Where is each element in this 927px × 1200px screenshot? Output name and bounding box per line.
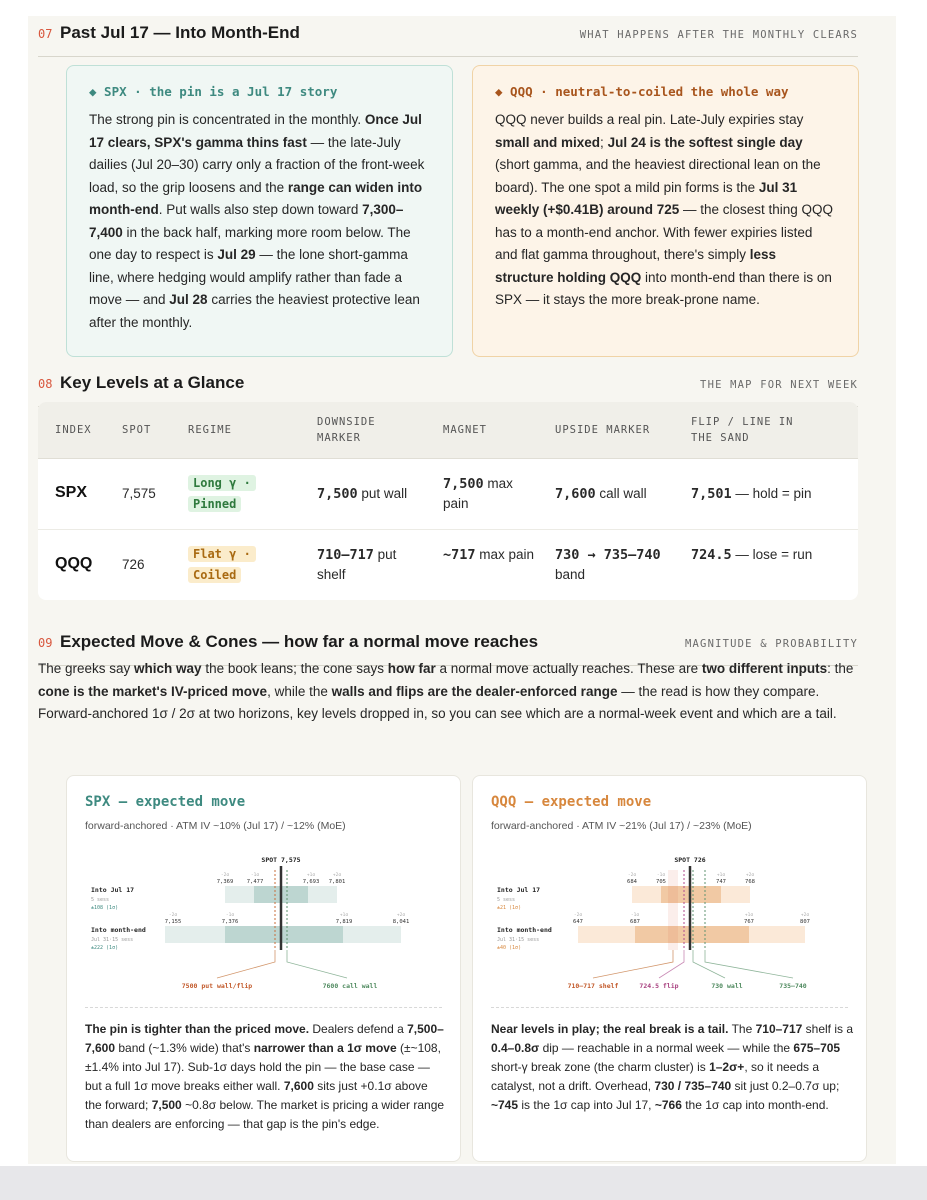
- section-07-header: [38, 18, 858, 57]
- call-wall-leader: [287, 950, 347, 978]
- tick-sigma: -1σ: [225, 913, 235, 918]
- card-title: ◆ QQQ · neutral-to-coiled the whole way: [495, 84, 789, 99]
- tick-sigma: +2σ: [332, 873, 342, 878]
- tick-value: 7,819: [335, 919, 353, 925]
- put-wall-marker: 7500 put wall/flip: [181, 982, 253, 990]
- row1-sessions: 5 sess: [497, 897, 516, 903]
- spot-cell: 7,575: [122, 486, 156, 501]
- col-regime: REGIME: [188, 424, 232, 436]
- qqq-expected-move-card: [472, 775, 867, 1162]
- tick-value: 807: [800, 919, 810, 925]
- section-tag: THE MAP FOR NEXT WEEK: [700, 379, 858, 391]
- divider: [491, 1007, 848, 1008]
- tick-value: 7,693: [302, 879, 320, 885]
- regime-badge: Long γ · Pinned: [188, 473, 260, 515]
- card-body: The strong pin is concentrated in the monthly. Once Jul 17 clears, SPX's gamma thins fast — the late-July dailies (Jul 20–30) carry only a fraction of the front-week load, so the grip loosens and the range can widen into month-end. Put walls also step down toward 7,300–7,400 in the back half, marking more room below. The one day to respect is Jul 29 — the lone short-gamma line, where hedging would amplify rather than fade a move — and Jul 28 carries the heaviest protective lean after the monthly.: [89, 112, 425, 330]
- spot-label: SPOT 726: [674, 856, 706, 864]
- regime-badge: Flat γ · Coiled: [188, 544, 260, 586]
- section-number: 09: [38, 636, 53, 650]
- spot-cell: 726: [122, 557, 145, 572]
- tick-value: 687: [630, 919, 640, 925]
- section-number: 08: [38, 377, 53, 391]
- qqq-moe-1sigma-band: [635, 926, 749, 943]
- magnet-cell: 7,500 max pain: [443, 476, 513, 511]
- tick-value: 684: [627, 879, 637, 885]
- card-title: ◆ SPX · the pin is a Jul 17 story: [89, 84, 338, 99]
- col-downside: DOWNSIDE MARKER: [317, 416, 376, 444]
- tick-value: 7,477: [246, 879, 264, 885]
- card-subtitle: forward-anchored · ATM IV ~21% (Jul 17) / ~23% (MoE): [491, 820, 752, 832]
- tick-sigma: -2σ: [573, 913, 583, 918]
- row2-sigma: ±222 (1σ): [91, 945, 119, 951]
- row2-sigma: ±40 (1σ): [497, 945, 522, 951]
- tick-sigma: -1σ: [630, 913, 640, 918]
- col-spot: SPOT: [122, 424, 152, 436]
- tick-sigma: +1σ: [744, 913, 754, 918]
- tick-value: 7,801: [328, 879, 346, 885]
- tick-sigma: -2σ: [627, 873, 637, 878]
- tick-sigma: +2σ: [800, 913, 810, 918]
- qqq-cone-takeaway: Near levels in play; the real break is a tail. The 710–717 shelf is a 0.4–0.8σ dip — reachable in a normal week — while the 675–705 short-γ break zone (the charm cluster) is 1–2σ+, so it needs a catalyst, not a drift. Overhead, 730 / 735–740 sit just 0.2–0.7σ up; ~745 is the 1σ cap into Jul 17, ~766 the 1σ cap into month-end.: [491, 1022, 854, 1112]
- tick-sigma: +2σ: [745, 873, 755, 878]
- tick-value: 747: [716, 879, 726, 885]
- tick-value: 7,369: [216, 879, 234, 885]
- band-marker: 735–740: [779, 982, 807, 990]
- row2-sessions: Jul 31·15 sess: [497, 937, 540, 943]
- tick-sigma: -1σ: [250, 873, 260, 878]
- row2-sessions: Jul 31·15 sess: [91, 937, 134, 943]
- key-levels-table: [38, 402, 858, 600]
- spx-cone-diagram: [67, 846, 462, 1006]
- section-tag: WHAT HAPPENS AFTER THE MONTHLY CLEARS: [579, 29, 858, 41]
- index-cell: QQQ: [55, 555, 93, 572]
- spx-cone-takeaway: The pin is tighter than the priced move. Dealers defend a 7,500–7,600 band (~1.3% wide) that's narrower than a 1σ move (±~108, ±1.4% into Jul 17). Sub-1σ days hold the pin — the base case — but a full 1σ move breaks either wall. 7,600 sits just +0.1σ above the forward; 7,500 ~0.8σ below. The market is pricing a wider range than dealers are enforcing — that gap is the pin's edge.: [85, 1022, 445, 1131]
- section-09-intro: The greeks say which way the book leans; the cone says how far a normal move actually reaches. These are two different inputs: the cone is the market's IV-priced move, while the walls and flips are the dealer-enforced range — the read is how they compare. Forward-anchored 1σ / 2σ at two horizons, key levels dropped in, so you can see which are a normal-week event and which are a tail.: [38, 661, 854, 721]
- section-title: Key Levels at a Glance: [60, 373, 245, 392]
- index-cell: SPX: [55, 484, 88, 501]
- tick-sigma: +1σ: [716, 873, 726, 878]
- band-leader: [705, 950, 793, 978]
- tick-value: 647: [573, 919, 583, 925]
- tick-value: 767: [744, 919, 754, 925]
- tick-value: 7,155: [164, 919, 182, 925]
- card-body: QQQ never builds a real pin. Late-July expiries stay small and mixed; Jul 24 is the softest single day (short gamma, and the heaviest directional lean on the board). The one spot a mild pin forms is the Jul 31 weekly (+$0.41B) around 725 — the closest thing QQQ has to a month-end anchor. With fewer expiries listed and flat gamma throughout, there's simply less structure holding QQQ into month-end than there is on SPX — it stays the more break-prone name.: [495, 112, 834, 307]
- table-row: [38, 530, 858, 600]
- spx-expected-move-card: [66, 775, 461, 1162]
- tick-sigma: -2σ: [220, 873, 230, 878]
- col-upside: UPSIDE MARKER: [555, 424, 651, 436]
- tick-sigma: +1σ: [306, 873, 316, 878]
- wall-marker: 730 wall: [711, 982, 743, 990]
- tick-value: 8,041: [392, 919, 410, 925]
- spot-label: SPOT 7,575: [261, 856, 301, 864]
- tick-sigma: -2σ: [168, 913, 178, 918]
- col-magnet: MAGNET: [443, 424, 487, 436]
- card-title: QQQ — expected move: [491, 794, 652, 810]
- upside-cell: 730 → 735–740 band: [555, 547, 661, 582]
- tick-value: 7,376: [221, 919, 239, 925]
- shelf-leader: [593, 950, 673, 978]
- tick-sigma: +2σ: [396, 913, 406, 918]
- qqq-month-end-card: [472, 65, 859, 357]
- col-index: INDEX: [55, 424, 92, 436]
- flip-marker: 724.5 flip: [639, 982, 679, 990]
- downside-cell: 710–717 put shelf: [317, 547, 397, 582]
- spx-moe-1sigma-band: [225, 926, 343, 943]
- card-subtitle: forward-anchored · ATM IV ~10% (Jul 17) / ~12% (MoE): [85, 820, 346, 832]
- section-title: Expected Move & Cones — how far a normal move reaches: [60, 632, 539, 651]
- table-row: [38, 459, 858, 530]
- tick-value: 705: [656, 879, 666, 885]
- wall-leader: [693, 950, 725, 978]
- section-tag: MAGNITUDE & PROBABILITY: [685, 638, 858, 650]
- row1-sessions: 5 sess: [91, 897, 110, 903]
- col-flip: FLIP / LINE IN THE SAND: [691, 416, 794, 444]
- tick-value: 768: [745, 879, 755, 885]
- magnet-cell: ~717 max pain: [443, 547, 535, 563]
- flip-cell: 7,501 — hold = pin: [691, 486, 812, 502]
- row1-label: Into Jul 17: [91, 886, 135, 894]
- row1-label: Into Jul 17: [497, 886, 541, 894]
- row1-sigma: ±108 (1σ): [91, 905, 119, 911]
- shelf-marker: 710–717 shelf: [567, 982, 619, 990]
- upside-cell: 7,600 call wall: [555, 486, 647, 502]
- row1-sigma: ±21 (1σ): [497, 905, 522, 911]
- spx-month-end-card: [66, 65, 453, 357]
- row2-label: Into month-end: [497, 926, 552, 934]
- qqq-cone-diagram: [473, 846, 868, 1006]
- call-wall-marker: 7600 call wall: [322, 982, 378, 990]
- downside-cell: 7,500 put wall: [317, 486, 408, 502]
- row2-label: Into month-end: [91, 926, 146, 934]
- section-number: 07: [38, 27, 53, 41]
- card-title: SPX — expected move: [85, 794, 246, 810]
- put-wall-leader: [217, 950, 275, 978]
- section-title: Past Jul 17 — Into Month-End: [60, 23, 300, 42]
- table-header: [38, 402, 858, 459]
- qqq-710-717-shelf-zone: [668, 870, 678, 950]
- divider: [85, 1007, 442, 1008]
- tick-sigma: -1σ: [656, 873, 666, 878]
- tick-sigma: +1σ: [339, 913, 349, 918]
- flip-cell: 724.5 — lose = run: [691, 547, 813, 563]
- bottom-scroll-band: [0, 1166, 927, 1200]
